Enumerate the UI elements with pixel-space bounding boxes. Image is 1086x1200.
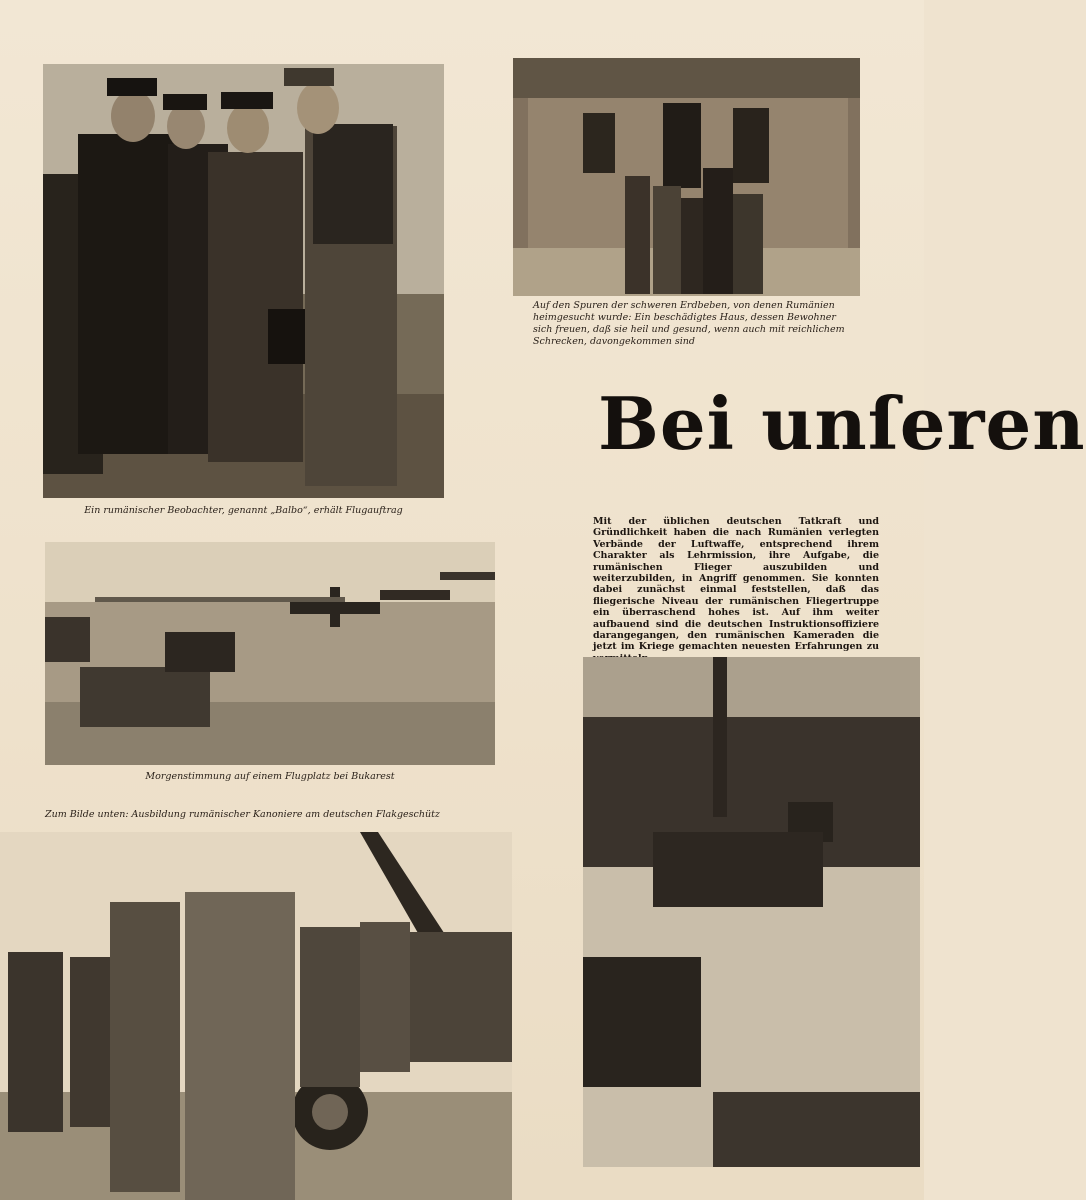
earthquake-caption: Auf den Spuren der schweren Erdbeben, von denen Rumänien heimgesucht wurde: Ein beschädigtes Haus, dessen Bewohner sich freuen, daß sie heil und gesund, wenn auch mit reichlichem Schrecken, davongekommen sind — [533, 300, 845, 347]
airfield-photo-icon — [45, 542, 495, 765]
parade-photo — [583, 657, 920, 1167]
airfield-caption: Morgenstimmung auf einem Flugplatz bei Bukarest — [145, 771, 395, 782]
parade-photo-icon — [583, 657, 920, 1167]
headline: Bei unſeren — [598, 381, 1086, 466]
officers-photo-icon — [43, 64, 444, 498]
officers-caption: Ein rumänischer Beobachter, genannt „Balbo“, erhält Flugauftrag — [84, 505, 403, 516]
earthquake-photo — [513, 58, 860, 296]
airfield-photo — [45, 542, 495, 765]
article-text: Mit der üblichen deutschen Tatkraft und Gründlichkeit haben die nach Rumänien verlegten Verbände der Luftwaffe, entsprechend ihrem Charakter als Lehrmission, ihre Aufgabe, die rumänischen Flieger auszubilden und weiterzubilden, in Angriff genommen. Sie konnten dabei zunächst einmal feststellen, daß das fliegerische Niveau der rumänischen Fliegertruppe ein überraschend hohes ist. Auf ihm weiter aufbauend sind die deutschen Instruktionsoffiziere darangegangen, den rumänischen Kameraden die jetzt im Kriege gemachten neuesten Erfahrungen zu — [593, 516, 879, 653]
flak-caption: Zum Bilde unten: Ausbildung rumänischer Kanoniere am deutschen Flakgeschütz — [45, 809, 440, 820]
officers-photo — [43, 64, 444, 498]
flak-photo — [0, 832, 512, 1200]
flak-photo-icon — [0, 832, 512, 1200]
earthquake-photo-icon — [513, 58, 860, 296]
